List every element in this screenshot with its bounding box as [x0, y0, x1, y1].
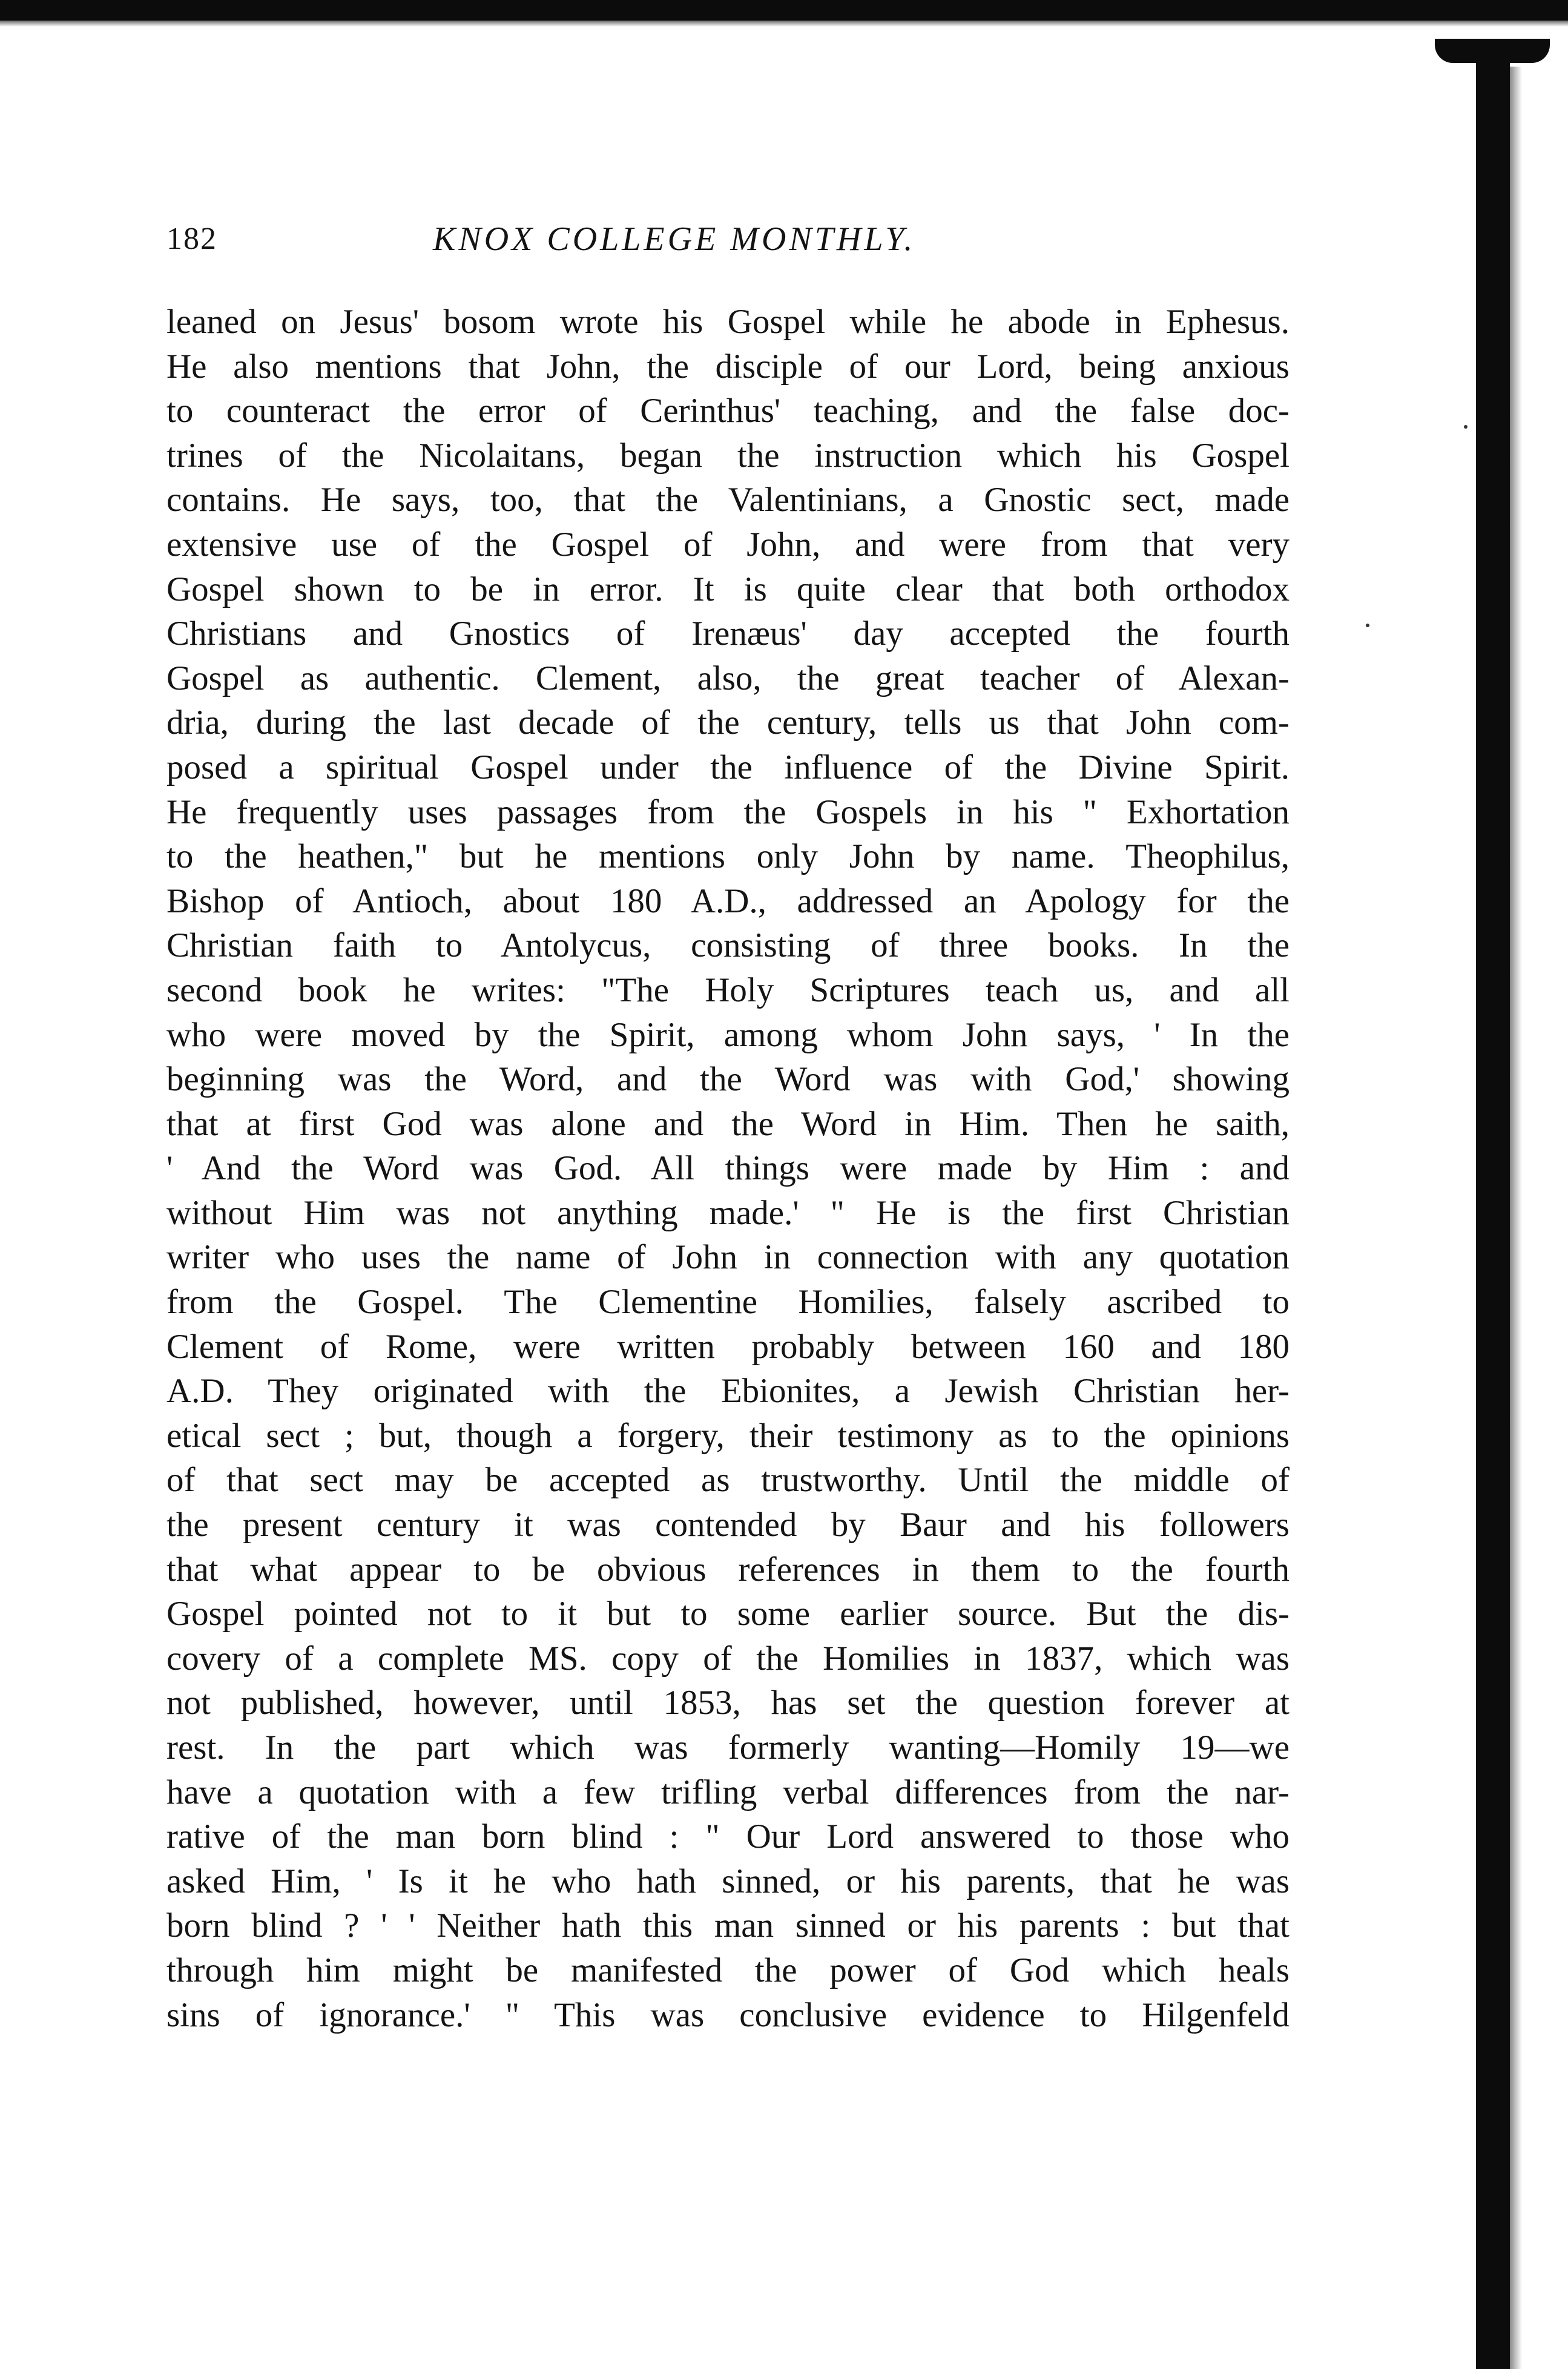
running-title: KNOX COLLEGE MONTHLY.: [433, 220, 916, 258]
text-line: without Him was not anything made.' " He is the first Christian: [166, 1193, 1290, 1232]
text-line: posed a spiritual Gospel under the influence of the Divine Spirit.: [166, 748, 1290, 786]
text-line: to counteract the error of Cerinthus' teaching, and the false doc-: [166, 392, 1290, 430]
text-line: Clement of Rome, were written probably between 160 and 180: [166, 1327, 1290, 1366]
text-line: that what appear to be obvious references in them to the fourth: [166, 1550, 1290, 1589]
text-line: rative of the man born blind : " Our Lord answered to those who: [166, 1817, 1290, 1856]
text-line: A.D. They originated with the Ebionites, a Jewish Christian her-: [166, 1372, 1290, 1411]
text-line: writer who uses the name of John in connection with any quotation: [166, 1238, 1290, 1277]
right-border-rule: [1476, 51, 1510, 2369]
page-number: 182: [166, 222, 217, 256]
scan-speck: [1366, 624, 1369, 627]
text-line: of that sect may be accepted as trustworthy. Until the middle of: [166, 1461, 1290, 1500]
text-line: that at first God was alone and the Word in Him. Then he saith,: [166, 1104, 1290, 1143]
body-text: [166, 300, 1290, 2037]
text-line: Gospel pointed not to it but to some earlier source. But the dis-: [166, 1595, 1290, 1633]
text-line: born blind ? ' ' Neither hath this man sinned or his parents : but that: [166, 1906, 1290, 1945]
scan-speck: [1464, 425, 1468, 429]
text-line: Gospel as authentic. Clement, also, the great teacher of Alexan-: [166, 659, 1290, 697]
top-border-shadow: [0, 21, 1568, 27]
text-line: Christian faith to Antolycus, consisting of three books. In the: [166, 926, 1290, 965]
text-line: from the Gospel. The Clementine Homilies, falsely ascribed to: [166, 1283, 1290, 1322]
text-line: contains. He says, too, that the Valentinians, a Gnostic sect, made: [166, 481, 1290, 519]
text-line: rest. In the part which was formerly wanting—Homily 19—we: [166, 1728, 1290, 1767]
text-line: leaned on Jesus' bosom wrote his Gospel while he abode in Ephesus.: [166, 303, 1290, 341]
text-line: He frequently uses passages from the Gospels in his " Exhortation: [166, 792, 1290, 831]
text-line: the present century it was contended by Baur and his followers: [166, 1506, 1290, 1544]
text-line: covery of a complete MS. copy of the Homilies in 1837, which was: [166, 1639, 1290, 1678]
text-line: dria, during the last decade of the century, tells us that John com-: [166, 703, 1290, 742]
text-line: Bishop of Antioch, about 180 A.D., addressed an Apology for the: [166, 881, 1290, 920]
text-line: through him might be manifested the power of God which heals: [166, 1951, 1290, 1989]
page-header: [166, 215, 1286, 269]
text-line: extensive use of the Gospel of John, and were from that very: [166, 525, 1290, 564]
text-line: etical sect ; but, though a forgery, their testimony as to the opinions: [166, 1416, 1290, 1455]
text-line: not published, however, until 1853, has set the question forever at: [166, 1684, 1290, 1722]
text-line: trines of the Nicolaitans, began the instruction which his Gospel: [166, 436, 1290, 475]
text-line: to the heathen," but he mentions only John by name. Theophilus,: [166, 837, 1290, 876]
text-line: sins of ignorance.' " This was conclusive evidence to Hilgenfeld: [166, 1995, 1290, 2034]
text-line: ' And the Word was God. All things were made by Him : and: [166, 1149, 1290, 1188]
text-line: Gospel shown to be in error. It is quite clear that both orthodox: [166, 570, 1290, 608]
text-line: who were moved by the Spirit, among whom John says, ' In the: [166, 1015, 1290, 1054]
text-line: have a quotation with a few trifling verbal differences from the nar-: [166, 1773, 1290, 1811]
text-line: beginning was the Word, and the Word was with God,' showing: [166, 1060, 1290, 1099]
right-border-shadow: [1510, 67, 1522, 2369]
top-border-rule: [0, 0, 1568, 21]
text-line: Christians and Gnostics of Irenæus' day accepted the fourth: [166, 614, 1290, 653]
text-line: He also mentions that John, the disciple of our Lord, being anxious: [166, 347, 1290, 386]
text-line: asked Him, ' Is it he who hath sinned, or his parents, that he was: [166, 1862, 1290, 1900]
text-line: second book he writes: "The Holy Scriptures teach us, and all: [166, 970, 1290, 1009]
